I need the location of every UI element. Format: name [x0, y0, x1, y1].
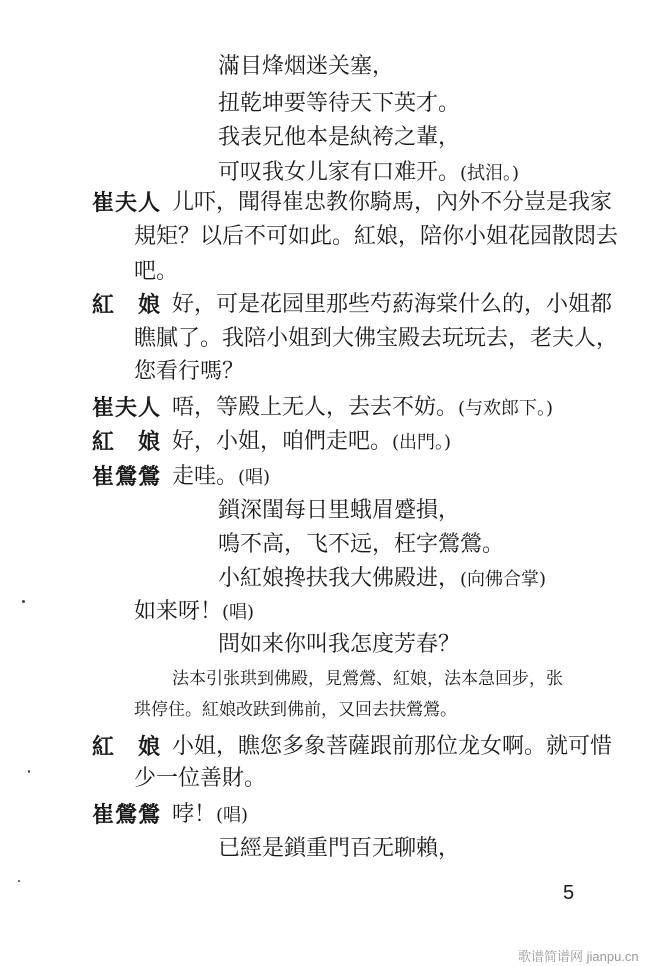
verse-line: 問如来你叫我怎度芳春？	[218, 632, 461, 657]
verse-line: 已經是鎖重門百无聊賴，	[218, 836, 461, 861]
page-number: 5	[563, 882, 575, 904]
verse-line: 鳴不高，飞不远，枉字鶯鶯。	[218, 532, 505, 557]
dialogue-line: 好，可是花园里那些芍葯海棠什么的，小姐都	[172, 292, 613, 317]
dialogue-line: 小姐，瞧您多象菩薩跟前那位龙女啊。就可惜	[172, 734, 613, 759]
verse-line	[218, 564, 546, 595]
verse-line: 滿目烽烟迷关塞，	[218, 54, 395, 79]
scan-speck	[22, 600, 25, 603]
speaker-cui-yingying: 崔鶯鶯	[92, 464, 162, 490]
scan-speck	[28, 770, 30, 773]
dialogue-text: 好，小姐，咱們走吧。	[172, 429, 393, 454]
verse-line	[218, 158, 519, 189]
dialogue-line	[172, 800, 248, 831]
dialogue-line: 規矩？以后不可如此。紅娘，陪你小姐花园散悶去	[134, 224, 619, 249]
dialogue-text: 哱！	[172, 802, 217, 827]
dialogue-line: 瞧膩了。我陪小姐到大佛宝殿去玩玩去，老夫人，	[134, 326, 619, 351]
verse-line: 扭乾坤要等待天下英才。	[218, 91, 461, 116]
verse-line: 鎖深閨每日里蛾眉蹙損，	[218, 498, 461, 523]
stage-direction: (出門。)	[392, 432, 452, 453]
dialogue-line: 吧。	[134, 259, 179, 284]
verse-text: 可叹我女儿家有口难开。	[218, 160, 461, 185]
dialogue-text: 唔，等殿上无人，去去不妨。	[172, 395, 459, 420]
stage-direction: (唱)	[216, 805, 249, 826]
speaker-hongniang: 紅 娘	[92, 734, 162, 760]
dialogue-line	[134, 597, 254, 628]
scan-speck	[18, 880, 20, 882]
stage-direction: (唱)	[238, 467, 271, 488]
speaker-hongniang: 紅 娘	[92, 292, 162, 318]
speaker-hongniang: 紅 娘	[92, 429, 162, 455]
stage-direction: (拭泪。)	[460, 163, 520, 184]
stage-note: 珙停住。紅娘改趺到佛前，又回去扶鶯鶯。	[134, 700, 457, 720]
dialogue-text: 走哇。	[172, 464, 239, 489]
dialogue-line: 少一位善財。	[134, 766, 267, 791]
dialogue-line	[172, 462, 270, 493]
dialogue-line: 儿吓，聞得崔忠教你騎馬，內外不分豈是我家	[172, 190, 613, 215]
verse-text: 小紅娘搀扶我大佛殿进，	[218, 566, 461, 591]
speaker-cui-furen: 崔夫人	[92, 395, 162, 421]
speaker-cui-yingying: 崔鶯鶯	[92, 802, 162, 828]
dialogue-line: 您看行嗎？	[134, 359, 245, 384]
speaker-cui-furen: 崔夫人	[92, 190, 162, 216]
stage-note: 法本引张珙到佛殿，見鶯鶯、紅娘，法本急回步，张	[172, 669, 563, 689]
dialogue-line	[172, 427, 451, 458]
dialogue-line	[172, 393, 553, 424]
stage-direction: (与欢郎下。)	[458, 398, 554, 419]
stage-direction: (向佛合掌)	[460, 569, 547, 590]
stage-direction: (唱)	[222, 602, 255, 623]
verse-line: 我表兄他本是紈袴之輩，	[218, 125, 461, 150]
dialogue-text: 如来呀！	[134, 599, 223, 624]
watermark: 歌谱简谱网 jianpu.cn	[518, 949, 639, 964]
